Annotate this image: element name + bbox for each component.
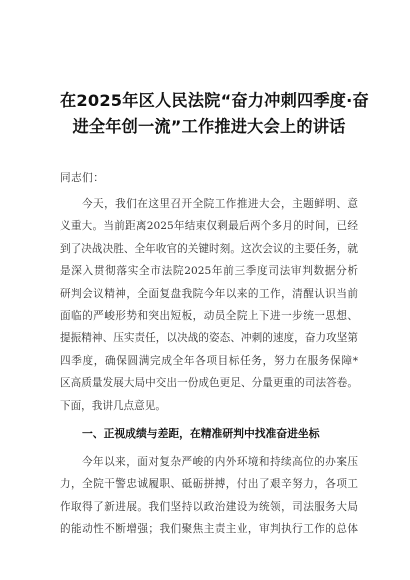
paragraph-line: 到了决战决胜、全年收官的关键时刻。这次会议的主要任务，就 xyxy=(60,242,358,255)
paragraph-line: 研判会议精神，全面复盘我院今年以来的工作，清醒认识当前 xyxy=(60,287,358,300)
paragraph-line: 今年以来，面对复杂严峻的内外环境和持续高位的办案压 xyxy=(82,456,358,469)
paragraph-line: 面临的严峻形势和突出短板，动员全院上下进一步统一思想、 xyxy=(60,310,358,323)
paragraph-line: 下面，我讲几点意见。 xyxy=(60,399,166,412)
title-line-1: 在2025年区人民法院“奋力冲刺四季度·奋 xyxy=(60,91,369,110)
opening-paragraph xyxy=(60,193,358,417)
paragraph-line: 四季度，确保圆满完成全年各项目标任务，努力在服务保障* xyxy=(60,354,358,367)
paragraph-line: 提振精神、压实责任，以决战的姿态、冲刺的速度，奋力攻坚第 xyxy=(60,332,358,345)
section-1-paragraph xyxy=(60,451,358,541)
section-heading-1: 一、正视成绩与差距，在精准研判中找准奋进坐标 xyxy=(82,427,320,441)
paragraph-line: 义重大。当前距离2025年结束仅剩最后两个多月的时间，已经 xyxy=(60,220,358,233)
paragraph-line: 作取得了新进展。我们坚持以政治建设为统领，司法服务大局 xyxy=(60,500,358,513)
salutation: 同志们： xyxy=(60,172,105,184)
document-title xyxy=(60,0,369,140)
paragraph-line: 今天，我们在这里召开全院工作推进大会，主题鲜明、意 xyxy=(82,198,358,210)
title-line-2: 进全年创一流”工作推进大会上的讲话 xyxy=(72,117,346,136)
paragraph-line: 力，全院干警忠诚履职、砥砺拼搏，付出了艰辛努力，各项工 xyxy=(60,478,358,491)
paragraph-line: 是深入贯彻落实全市法院2025年前三季度司法审判数据分析 xyxy=(60,265,358,278)
paragraph-line: 的能动性不断增强；我们聚焦主责主业，审判执行工作的总体 xyxy=(60,523,358,536)
paragraph-line: 区高质量发展大局中交出一份成色更足、分量更重的司法答卷。 xyxy=(60,377,358,390)
